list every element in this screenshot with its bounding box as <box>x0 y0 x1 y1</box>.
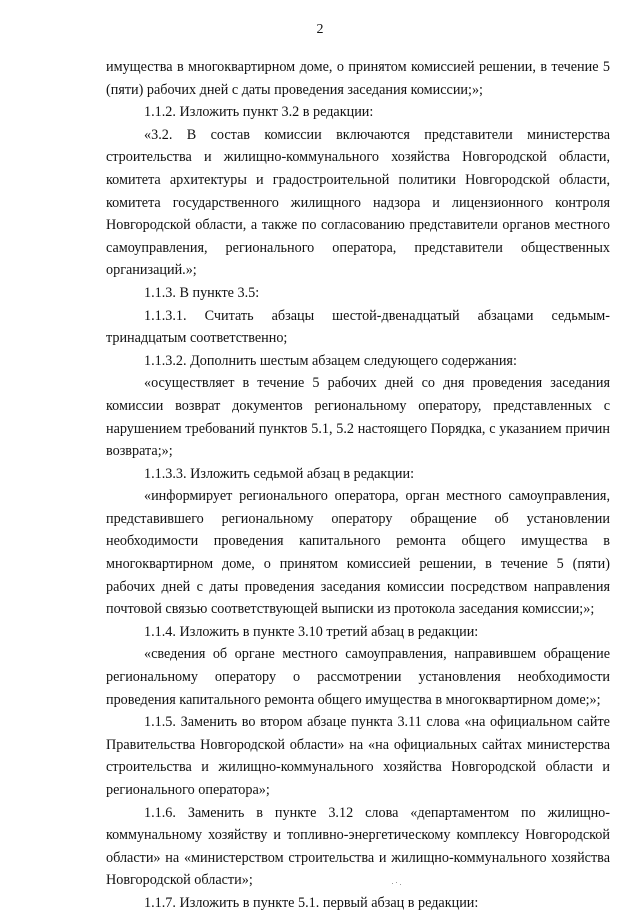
paragraph-1-1-3-3: 1.1.3.3. Изложить седьмой абзац в редакции: <box>144 465 415 482</box>
paragraph-continuation: имущества в многоквартирном доме, о принятом комиссией решении, в течение 5 (пяти) рабочих дней с даты проведения заседания комиссии;»; <box>106 59 610 98</box>
paragraph-quote-3-2: «3.2. В состав комиссии включаются представители министерства строительства и жилищно-коммунального хозяйства Новгородской области, комитета архитектуры и градостроительной политики Новгородской области, комитета государственного жилищного надзора и лицензионного контроля Новгородской области, а также по согласованию представители органов местного самоуправления, регионального оператора, представители общественных организаций.»; <box>106 126 610 279</box>
paragraph-quote-info: «сведения об органе местного самоуправления, направившем обращение региональному оператору о рассмотрении установления необходимости проведения капитального ремонта общего имущества в многоквартирном доме;»; <box>106 646 610 708</box>
paragraph-1-1-3: 1.1.3. В пункте 3.5: <box>144 284 260 301</box>
paragraph-1-1-5: 1.1.5. Заменить во втором абзаце пункта 3.11 слова «на официальном сайте Правительства Новгородской области» на «на официальных сайтах министерства строительства и жилищно-коммунального хозяйства Новгородской области и регионального оператора»; <box>106 714 610 798</box>
paragraph-1-1-2: 1.1.2. Изложить пункт 3.2 в редакции: <box>144 104 374 121</box>
paragraph-1-1-4: 1.1.4. Изложить в пункте 3.10 третий абзац в редакции: <box>144 623 479 640</box>
paragraph-quote-informs: «информирует регионального оператора, орган местного самоуправления, представившего региональному оператору обращение об установлении необходимости проведения капитального ремонта общего имущества в многоквартирном доме, о принятом комиссией решении, в течение 5 (пяти) рабочих дней с даты проведения заседания комиссии посредством направления почтовой связью соответствующей выписки из протокола заседания комиссии;»; <box>106 488 610 618</box>
paragraph-1-1-6: 1.1.6. Заменить в пункте 3.12 слова «департаментом по жилищно-коммунальному хозяйству и топливно-энергетическому комплексу Новгородской области» на «министерством строительства и жилищно-коммунального хозяйства Новгородской области»; <box>106 804 610 889</box>
paragraph-quote-return: «осуществляет в течение 5 рабочих дней со дня проведения заседания комиссии возврат документов региональному оператору, представленных с нарушением требований пунктов 5.1, 5.2 настоящего Порядка, с указанием причин возврата;»; <box>106 375 610 460</box>
paragraph-1-1-3-2: 1.1.3.2. Дополнить шестым абзацем следующего содержания: <box>144 352 517 369</box>
paragraph-1-1-3-1: 1.1.3.1. Считать абзацы шестой-двенадцатый абзацами седьмым-тринадцатым соответственно; <box>106 307 610 347</box>
paragraph-1-1-7: 1.1.7. Изложить в пункте 5.1. первый абзац в редакции: <box>144 894 479 911</box>
page-number: 2 <box>316 22 324 37</box>
scan-speck <box>392 882 402 886</box>
document-body <box>106 56 610 915</box>
